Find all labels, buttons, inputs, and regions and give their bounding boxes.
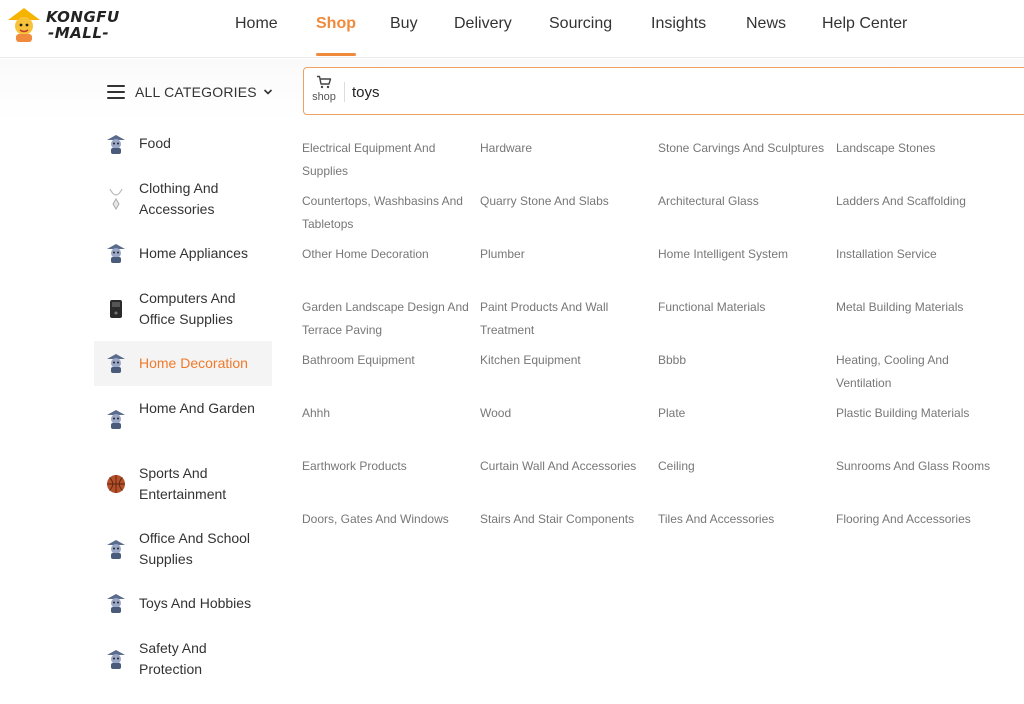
subcategory-link[interactable]: Wood bbox=[480, 406, 512, 420]
sidebar-item-label: Sports And Entertainment bbox=[139, 465, 227, 502]
subcategory-link[interactable]: Functional Materials bbox=[658, 300, 766, 314]
hamburger-icon bbox=[107, 85, 125, 99]
search-divider bbox=[344, 82, 345, 102]
mascot-icon bbox=[104, 351, 128, 375]
mascot-icon bbox=[104, 647, 128, 671]
subcategory-link[interactable]: Bathroom Equipment bbox=[302, 353, 415, 367]
subcategory-link[interactable]: Quarry Stone And Slabs bbox=[480, 194, 609, 208]
subcategory-link[interactable]: Plastic Building Materials bbox=[836, 406, 970, 420]
sidebar-item-label: Food bbox=[139, 135, 171, 151]
subcategory-link[interactable]: Installation Service bbox=[836, 247, 937, 261]
nav-insights[interactable]: Insights bbox=[651, 15, 707, 32]
sidebar-item-sports-and-entertainment[interactable] bbox=[94, 451, 272, 516]
brand-logo[interactable] bbox=[4, 6, 134, 44]
cart-icon bbox=[316, 75, 332, 89]
subcategory-link[interactable]: Stairs And Stair Components bbox=[480, 512, 635, 526]
all-categories-button[interactable] bbox=[107, 82, 273, 102]
subcategory-link[interactable]: Other Home Decoration bbox=[302, 247, 429, 261]
subcategory-link[interactable]: Paint Products And Wall Treatment bbox=[480, 300, 609, 337]
subcategory-link[interactable]: Tiles And Accessories bbox=[658, 512, 775, 526]
subcategory-link[interactable]: Home Intelligent System bbox=[658, 247, 789, 261]
subcategory-link[interactable]: Hardware bbox=[480, 141, 533, 155]
nav-shop[interactable]: Shop bbox=[316, 15, 356, 32]
sidebar-item-label: Clothing And Accessories bbox=[139, 180, 219, 217]
subcategory-link[interactable]: Metal Building Materials bbox=[836, 300, 964, 314]
sidebar-item-label: Toys And Hobbies bbox=[139, 595, 252, 611]
subcategory-link[interactable]: Plumber bbox=[480, 247, 525, 261]
subcategory-link[interactable]: Earthwork Products bbox=[302, 459, 407, 473]
brand-line2: -MALL- bbox=[48, 24, 110, 42]
sidebar-item-label: Home And Garden bbox=[139, 400, 255, 416]
mascot-icon bbox=[104, 591, 128, 615]
search-scope-shop-button[interactable] bbox=[306, 71, 342, 111]
all-categories-label: ALL CATEGORIES bbox=[135, 84, 257, 100]
subcategory-link[interactable]: Kitchen Equipment bbox=[480, 353, 581, 367]
sidebar-item-home-appliances[interactable] bbox=[94, 231, 272, 276]
subcategory-link[interactable]: Architectural Glass bbox=[658, 194, 759, 208]
subcategory-link[interactable]: Flooring And Accessories bbox=[836, 512, 971, 526]
sidebar-item-home-and-garden[interactable] bbox=[94, 386, 272, 451]
subcategory-link[interactable]: Doors, Gates And Windows bbox=[302, 512, 449, 526]
device-icon bbox=[104, 297, 128, 321]
shop-scope-label: shop bbox=[312, 91, 336, 103]
subcategory-link[interactable]: Heating, Cooling And Ventilation bbox=[836, 353, 949, 390]
search-bar bbox=[303, 67, 1024, 115]
basketball-icon bbox=[104, 472, 128, 496]
nav-home[interactable]: Home bbox=[235, 15, 278, 32]
subcategory-link[interactable]: Landscape Stones bbox=[836, 141, 936, 155]
subcategory-link[interactable]: Electrical Equipment And Supplies bbox=[302, 141, 436, 178]
sidebar-item-label: Office And School Supplies bbox=[139, 530, 251, 567]
sidebar-item-label: Computers And Office Supplies bbox=[139, 290, 236, 327]
mascot-icon bbox=[104, 407, 128, 431]
nav-news[interactable]: News bbox=[746, 15, 787, 32]
subcategory-link[interactable]: Stone Carvings And Sculptures bbox=[658, 141, 825, 155]
subcategory-link[interactable]: Ladders And Scaffolding bbox=[836, 194, 966, 208]
chevron-down-icon bbox=[263, 87, 273, 97]
nav-active-indicator bbox=[316, 53, 356, 56]
top-header bbox=[0, 0, 1024, 58]
sidebar-item-safety-and-protection[interactable] bbox=[94, 626, 272, 691]
sidebar-item-home-decoration[interactable] bbox=[94, 341, 272, 386]
nav-sourcing[interactable]: Sourcing bbox=[549, 15, 613, 32]
subcategory-link[interactable]: Plate bbox=[658, 406, 686, 420]
nav-help-center[interactable]: Help Center bbox=[822, 15, 908, 32]
subcategory-link[interactable]: Garden Landscape Design And Terrace Paving bbox=[302, 300, 469, 337]
sidebar-item-clothing-and-accessories[interactable] bbox=[94, 166, 272, 231]
sidebar-item-computers-and-office-supplies[interactable] bbox=[94, 276, 272, 341]
nav-buy[interactable]: Buy bbox=[390, 15, 418, 32]
sidebar-item-label: Home Decoration bbox=[139, 355, 248, 371]
sidebar-item-food[interactable] bbox=[94, 122, 272, 166]
mascot-icon bbox=[104, 132, 128, 156]
subcategory-link[interactable]: Ahhh bbox=[302, 406, 331, 420]
subcategory-link[interactable]: Ceiling bbox=[658, 459, 695, 473]
sidebar-item-office-and-school-supplies[interactable] bbox=[94, 516, 272, 581]
subcategory-link[interactable]: Countertops, Washbasins And Tabletops bbox=[302, 194, 463, 231]
subcategory-link[interactable]: Sunrooms And Glass Rooms bbox=[836, 459, 991, 473]
subcategory-link[interactable]: Bbbb bbox=[658, 353, 687, 367]
sidebar-item-label: Safety And Protection bbox=[139, 640, 207, 677]
brand-line1: KONGFU bbox=[46, 8, 120, 26]
mascot-icon bbox=[104, 241, 128, 265]
search-input[interactable] bbox=[352, 76, 1012, 108]
sidebar-item-label: Home Appliances bbox=[139, 245, 248, 261]
necklace-icon bbox=[104, 187, 128, 211]
mascot-icon bbox=[104, 537, 128, 561]
mascot-logo-icon bbox=[4, 6, 44, 44]
sidebar-item-toys-and-hobbies[interactable] bbox=[94, 581, 272, 626]
subcategory-link[interactable]: Curtain Wall And Accessories bbox=[480, 459, 637, 473]
nav-delivery[interactable]: Delivery bbox=[454, 15, 512, 32]
